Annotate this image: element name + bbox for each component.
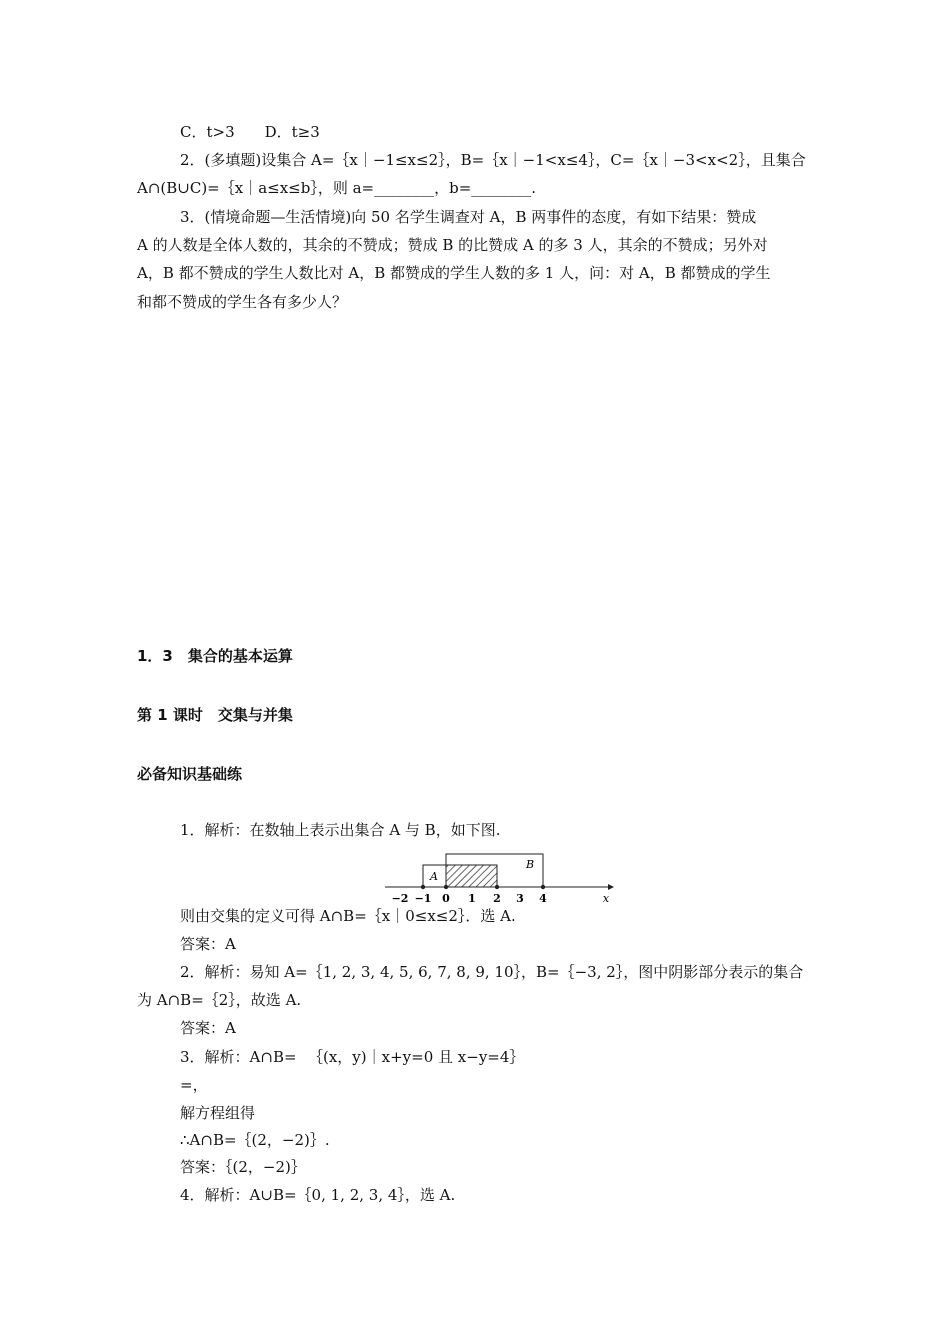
tick-label: 4 xyxy=(539,892,547,905)
tick-label: 3 xyxy=(516,892,524,905)
question-3-line-2: A 的人数是全体人数的，其余的不赞成；赞成 B 的比赞成 A 的多 3 人，其余的不赞成；另外对 xyxy=(137,236,768,254)
question-3-line-4: 和都不赞成的学生各有多少人？ xyxy=(137,293,348,311)
question-3-line-3: A，B 都不赞成的学生人数比对 A，B 都赞成的学生人数的多 1 人，问：对 A，B 都赞成的学生 xyxy=(137,264,771,282)
question-2-line-1: 2．(多填题)设集合 A=｛x｜−1≤x≤2｝，B=｛x｜−1<x≤4｝，C=｛x｜−3<x<2｝，且集合 xyxy=(180,151,806,169)
tick-label: −2 xyxy=(391,892,409,905)
options-c-d: C．t>3 D．t≥3 xyxy=(180,123,320,141)
answer-2-line-1: 2．解析：易知 A=｛1, 2, 3, 4, 5, 6, 7, 8, 9, 10｝，B=｛−3, 2｝，图中阴影部分表示的集合 xyxy=(180,963,804,981)
point-2 xyxy=(495,885,499,889)
answer-2-line-2: 为 A∩B=｛2｝，故选 A. xyxy=(137,991,302,1009)
point-4 xyxy=(541,885,545,889)
point-0 xyxy=(444,885,448,889)
answer-3-line-3: 解方程组得 xyxy=(180,1104,256,1122)
number-line-figure xyxy=(380,848,620,906)
answer-3-answer: 答案：｛(2，−2)｝ xyxy=(180,1158,306,1176)
set-b-label: B xyxy=(525,858,535,871)
answer-1-answer: 答案：A xyxy=(180,935,236,953)
answer-3-set-expression: ｛(x，y)｜x+y=0 且 x−y=4｝ xyxy=(308,1048,525,1066)
axis-label: x xyxy=(602,892,610,905)
question-2-line-2: A∩(B∪C)=｛x｜a≤x≤b｝，则 a=________，b=________. xyxy=(137,179,537,197)
point-minus1 xyxy=(421,885,425,889)
intersection-shading xyxy=(446,865,497,887)
answer-4-line-1: 4．解析：A∪B=｛0, 1, 2, 3, 4｝，选 A. xyxy=(180,1186,456,1204)
tick-label: −1 xyxy=(414,892,432,905)
answer-1-line-2: 则由交集的定义可得 A∩B=｛x｜0≤x≤2｝．选 A. xyxy=(180,907,516,925)
answer-3-line-2: =， xyxy=(180,1076,208,1094)
tick-label: 0 xyxy=(442,892,450,905)
question-3-line-1: 3．(情境命题—生活情境)向 50 名学生调查对 A，B 两事件的态度，有如下结果：赞成 xyxy=(180,208,757,226)
lesson-title: 第 1 课时 交集与并集 xyxy=(137,706,293,724)
axis-arrow-icon xyxy=(608,884,614,890)
set-a-label: A xyxy=(430,870,438,883)
answer-3-line-1: 3．解析：A∩B= xyxy=(180,1048,297,1066)
answer-2-answer: 答案：A xyxy=(180,1019,236,1037)
answer-1-line-1: 1．解析：在数轴上表示出集合 A 与 B，如下图. xyxy=(180,821,501,839)
answer-3-line-4: ∴A∩B=｛(2，−2)｝. xyxy=(180,1131,330,1149)
sub-title: 必备知识基础练 xyxy=(137,765,243,783)
tick-label: 2 xyxy=(493,892,501,905)
section-title: 1．3 集合的基本运算 xyxy=(137,647,293,665)
tick-label: 1 xyxy=(468,892,476,905)
